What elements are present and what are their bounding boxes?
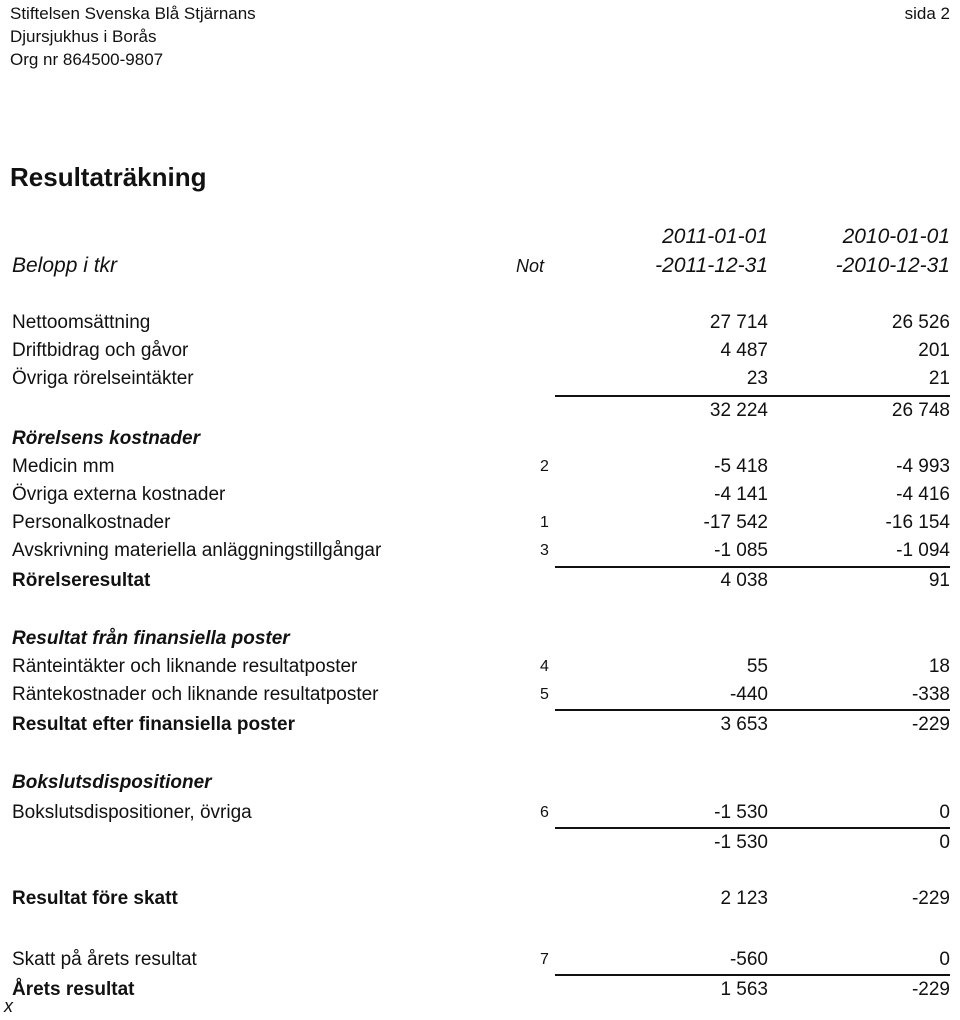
- period-2010-end: -2010-12-31: [835, 254, 950, 277]
- row-label: Resultat före skatt: [12, 888, 178, 909]
- value-2011: -5 418: [714, 456, 768, 477]
- subtotal-rule: [555, 709, 950, 711]
- value-2011: -1 530: [714, 802, 768, 823]
- value-2011: 27 714: [709, 312, 768, 333]
- value-2011: -440: [729, 684, 768, 705]
- note-reference: 2: [540, 458, 549, 475]
- value-2010: -1 094: [896, 540, 950, 561]
- row-label: Rörelseresultat: [12, 570, 151, 591]
- period-2011-end: -2011-12-31: [655, 254, 768, 277]
- value-2011: -17 542: [703, 512, 768, 533]
- value-2010: -229: [911, 714, 950, 735]
- section-heading: Rörelsens kostnader: [12, 428, 200, 449]
- amount-unit-label: Belopp i tkr: [12, 254, 118, 277]
- row-label: Nettoomsättning: [12, 312, 151, 333]
- note-column-header: Not: [516, 256, 545, 276]
- value-2010: -4 993: [896, 456, 950, 477]
- value-2011: -1 530: [714, 832, 768, 853]
- row-arets-resultat: [0, 977, 960, 1003]
- row-driftbidrag: [0, 338, 960, 364]
- row-label: Avskrivning materiella anläggningstillgångar: [12, 540, 382, 561]
- row-resultat-efter-finansiella: [0, 712, 960, 738]
- subtotal-rule: [555, 395, 950, 397]
- note-reference: 4: [540, 658, 549, 675]
- row-medicin: [0, 454, 960, 480]
- value-2010: -16 154: [885, 512, 950, 533]
- value-2010: -229: [911, 979, 950, 1000]
- value-2011: -1 085: [714, 540, 768, 561]
- row-ranteintakter: [0, 654, 960, 680]
- row-label: Ränteintäkter och liknande resultatposter: [12, 656, 358, 677]
- organization-name: Stiftelsen Svenska Blå Stjärnans: [10, 4, 256, 23]
- value-2011: -4 141: [714, 484, 768, 505]
- row-label: Personalkostnader: [12, 512, 171, 533]
- section-heading: Resultat från finansiella poster: [12, 628, 290, 649]
- value-2010: 0: [939, 949, 950, 970]
- row-rorelseresultat: [0, 568, 960, 594]
- row-bokslutsdispositioner-ovriga: [0, 800, 960, 826]
- value-2011: 23: [746, 368, 768, 389]
- row-label: Driftbidrag och gåvor: [12, 340, 189, 361]
- row-nettoomsattning: [0, 310, 960, 336]
- handwritten-margin-mark: x: [4, 996, 13, 1016]
- note-reference: 5: [540, 686, 549, 703]
- page-title: Resultaträkning: [10, 162, 207, 192]
- value-2011: 32 224: [709, 400, 768, 421]
- value-2010: 21: [928, 368, 950, 389]
- value-2010: -338: [911, 684, 950, 705]
- value-2011: 2 123: [720, 888, 768, 909]
- period-2010-start: 2010-01-01: [842, 225, 950, 248]
- row-ovriga-rorelseintakter: [0, 366, 960, 392]
- row-summa-intakter: [0, 398, 960, 424]
- organization-number: Org nr 864500-9807: [10, 50, 164, 69]
- value-2011: 4 487: [720, 340, 768, 361]
- section-heading-finansiella-poster: [0, 626, 960, 652]
- note-reference: 6: [540, 804, 549, 821]
- note-reference: 1: [540, 514, 549, 531]
- row-label: Bokslutsdispositioner, övriga: [12, 802, 252, 823]
- value-2011: -560: [729, 949, 768, 970]
- row-bokslut-summa: [0, 830, 960, 856]
- value-2011: 4 038: [720, 570, 768, 591]
- row-personalkostnader: [0, 510, 960, 536]
- value-2010: 18: [928, 656, 950, 677]
- value-2011: 3 653: [720, 714, 768, 735]
- subtotal-rule: [555, 827, 950, 829]
- row-label: Medicin mm: [12, 456, 115, 477]
- value-2010: 26 748: [891, 400, 950, 421]
- row-ovriga-externa-kostnader: [0, 482, 960, 508]
- row-label: Övriga externa kostnader: [12, 484, 226, 505]
- section-heading-bokslutsdispositioner: [0, 770, 960, 796]
- row-label: Årets resultat: [12, 979, 135, 1000]
- value-2010: -4 416: [896, 484, 950, 505]
- page-number: sida 2: [904, 4, 950, 23]
- subtotal-rule: [555, 974, 950, 976]
- value-2010: 0: [939, 832, 950, 853]
- section-heading: Bokslutsdispositioner: [12, 772, 212, 793]
- row-resultat-fore-skatt: [0, 886, 960, 912]
- value-2010: 91: [928, 570, 950, 591]
- row-label: Skatt på årets resultat: [12, 949, 197, 970]
- row-label: Övriga rörelseintäkter: [12, 368, 194, 389]
- organization-subname: Djursjukhus i Borås: [10, 27, 157, 46]
- row-rantekostnader: [0, 682, 960, 708]
- value-2010: 201: [918, 340, 950, 361]
- value-2011: 1 563: [720, 979, 768, 1000]
- row-avskrivning: [0, 538, 960, 564]
- value-2010: -229: [911, 888, 950, 909]
- note-reference: 3: [540, 542, 549, 559]
- period-2011-start: 2011-01-01: [662, 225, 768, 248]
- row-skatt: [0, 947, 960, 973]
- note-reference: 7: [540, 951, 549, 968]
- value-2011: 55: [746, 656, 768, 677]
- row-label: Räntekostnader och liknande resultatposter: [12, 684, 379, 705]
- value-2010: 0: [939, 802, 950, 823]
- row-label: Resultat efter finansiella poster: [12, 714, 295, 735]
- section-heading-rorelsens-kostnader: [0, 426, 960, 452]
- value-2010: 26 526: [891, 312, 950, 333]
